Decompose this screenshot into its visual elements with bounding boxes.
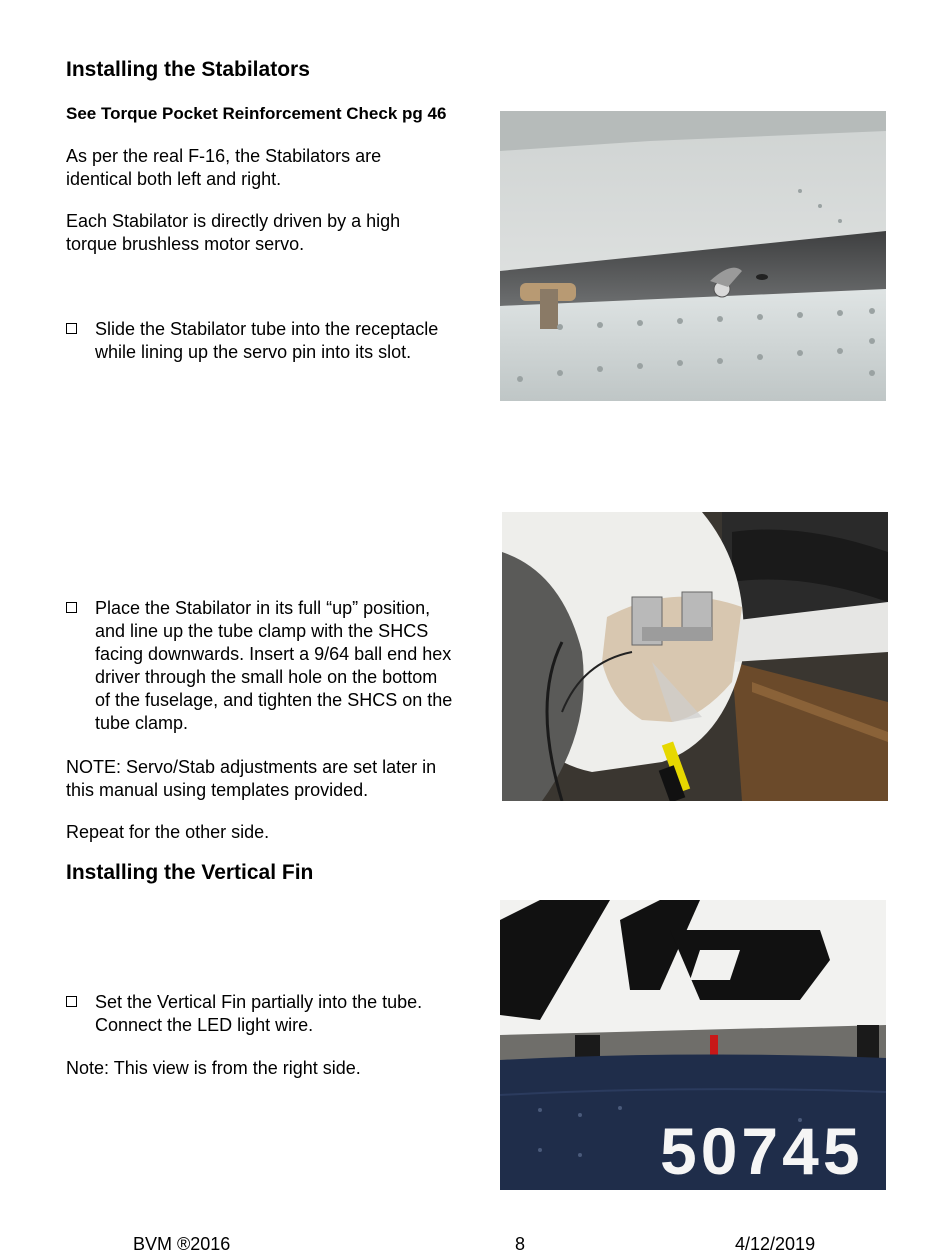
- text-line: Set the Vertical Fin partially into the tube.: [95, 992, 423, 1012]
- text-line: while lining up the servo pin into its slot.: [95, 342, 412, 362]
- photo-tube-clamp: [502, 512, 888, 801]
- photo-stabilator-receptacle: [500, 111, 886, 401]
- text-line: Each Stabilator is directly driven by a high: [66, 211, 401, 231]
- paragraph-servo-drive: [66, 210, 400, 256]
- text-line: tube clamp.: [95, 713, 189, 733]
- checklist-step-tube-clamp: [66, 597, 496, 737]
- text-line: Place the Stabilator in its full “up” position,: [95, 598, 431, 618]
- note-right-side-view: Note: This view is from the right side.: [66, 1058, 361, 1078]
- checkbox[interactable]: [66, 996, 77, 1007]
- section-heading-stabilators: Installing the Stabilators: [66, 58, 310, 81]
- tail-number: 50745: [660, 1114, 864, 1188]
- text-line: NOTE: Servo/Stab adjustments are set later in: [66, 757, 437, 777]
- text-line: this manual using templates provided.: [66, 780, 369, 800]
- text-line: As per the real F-16, the Stabilators are: [66, 146, 382, 166]
- torque-pocket-reference: See Torque Pocket Reinforcement Check pg 46: [66, 104, 447, 123]
- checklist-step-vertical-fin: [66, 991, 486, 1041]
- text-line: of the fuselage, and tighten the SHCS on the: [95, 690, 453, 710]
- photo-vertical-fin: [500, 900, 886, 1190]
- text-line: facing downwards. Insert a 9/64 ball end hex: [95, 644, 452, 664]
- footer-page-number: 8: [515, 1234, 526, 1254]
- section-heading-vertical-fin: Installing the Vertical Fin: [66, 861, 314, 884]
- text-line: identical both left and right.: [66, 169, 282, 189]
- text-line: Connect the LED light wire.: [95, 1015, 314, 1035]
- text-line: driver through the small hole on the bottom: [95, 667, 438, 687]
- note-servo-adjustments: [66, 756, 436, 802]
- checkbox[interactable]: [66, 323, 77, 334]
- text-line: Slide the Stabilator tube into the receptacle: [95, 319, 439, 339]
- paragraph-stabilators-identical: [66, 145, 381, 191]
- checkbox[interactable]: [66, 602, 77, 613]
- checklist-step-slide-tube: [66, 318, 486, 368]
- footer-copyright: BVM ®2016: [133, 1234, 231, 1254]
- text-line: torque brushless motor servo.: [66, 234, 305, 254]
- text-line: and line up the tube clamp with the SHCS: [95, 621, 429, 641]
- repeat-instruction: Repeat for the other side.: [66, 822, 270, 842]
- footer-date: 4/12/2019: [735, 1234, 816, 1254]
